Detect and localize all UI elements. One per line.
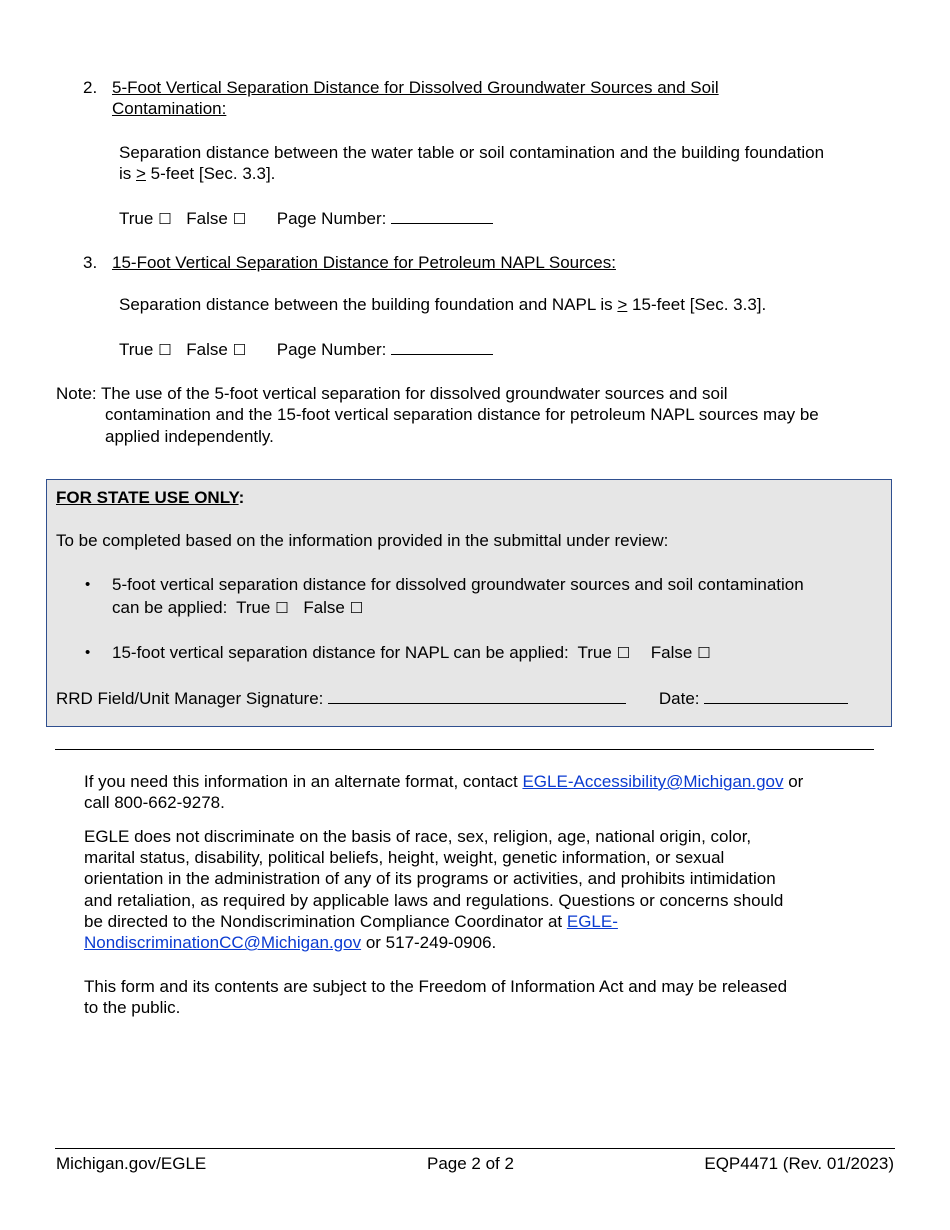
signature-label: RRD Field/Unit Manager Signature: [56,689,324,708]
item3-false-checkbox[interactable]: ☐ [232,341,247,359]
alt-format-line2: call 800-662-9278. [84,793,225,812]
greater-equal-symbol: > [136,164,146,183]
item2-true-checkbox[interactable]: ☐ [158,210,172,228]
footer-website: Michigan.gov/EGLE [56,1154,207,1173]
page-number-label: Page Number: [276,340,387,359]
section-divider [55,749,874,750]
greater-equal-symbol: > [617,295,628,314]
item2-number: 2. [83,78,98,97]
nondiscrimination-email-link[interactable]: NondiscriminationCC@Michigan.gov [84,933,362,952]
item3-answer-row [119,338,493,361]
nondiscrimination-line2: marital status, disability, political beliefs, height, weight, genetic information, or sexual [84,848,725,867]
nondiscrimination-line6: NondiscriminationCC@Michigan.gov or 517-249-0906. [84,933,497,952]
true-label: True [236,598,271,617]
note-line1: Note: The use of the 5-foot vertical separation for dissolved groundwater sources and soil [56,384,728,403]
state-bullet1-true-checkbox[interactable]: ☐ [275,599,289,617]
item3-heading: 15-Foot Vertical Separation Distance for Petroleum NAPL Sources: [112,253,616,272]
foia-line1: This form and its contents are subject to the Freedom of Information Act and may be released [84,977,788,996]
note-line3: applied independently. [105,427,274,446]
bullet-dot: • [85,576,91,593]
page-number-label: Page Number: [276,209,387,228]
false-label: False [303,598,345,617]
state-bullet1-false-checkbox[interactable]: ☐ [349,599,364,617]
nondiscrimination-line3: orientation in the administration of any of its programs or activities, and prohibits intimidation [84,869,776,888]
note-line2: contamination and the 15-foot vertical separation distance for petroleum NAPL sources may be [105,405,819,424]
true-label: True [119,340,154,359]
footer-page-number: Page 2 of 2 [427,1154,514,1173]
foia-line2: to the public. [84,998,181,1017]
state-bullet2: 15-foot vertical separation distance for NAPL can be applied: True ☐ False ☐ [112,643,711,662]
item2-body-line2: is > 5-feet [Sec. 3.3]. [119,164,276,183]
alt-format-line1: If you need this information in an alternate format, contact EGLE-Accessibility@Michigan.gov or [84,772,804,791]
state-bullet1-line2: can be applied: True ☐ False ☐ [112,598,364,617]
true-label: True [119,209,154,228]
false-label: False [186,340,228,359]
nondiscrimination-line4: and retaliation, as required by applicable laws and regulations. Questions or concerns should [84,891,784,910]
signature-field[interactable] [328,687,626,704]
nondiscrimination-line1: EGLE does not discriminate on the basis of race, sex, religion, age, national origin, color, [84,827,752,846]
accessibility-email-link[interactable]: EGLE-Accessibility@Michigan.gov [522,772,784,791]
item2-heading-line1: 5-Foot Vertical Separation Distance for Dissolved Groundwater Sources and Soil [112,78,719,97]
item2-false-checkbox[interactable]: ☐ [232,210,247,228]
item3-page-number-field[interactable] [391,338,493,355]
false-label: False [186,209,228,228]
state-bullet2-false-checkbox[interactable]: ☐ [697,644,711,662]
date-field[interactable] [704,687,848,704]
footer-form-id: EQP4471 (Rev. 01/2023) [704,1154,894,1173]
date-label: Date: [658,689,700,708]
false-label: False [650,643,693,662]
state-use-title: FOR STATE USE ONLY: [56,488,245,507]
nondiscrimination-line5: be directed to the Nondiscrimination Compliance Coordinator at EGLE- [84,912,618,931]
item3-body: Separation distance between the building foundation and NAPL is > 15-feet [Sec. 3.3]. [119,295,767,314]
item2-heading-line2: Contamination: [112,99,227,118]
signature-row [56,687,848,709]
true-label: True [577,643,612,662]
state-bullet1-line1: 5-foot vertical separation distance for dissolved groundwater sources and soil contamination [112,575,804,594]
item3-true-checkbox[interactable]: ☐ [158,341,172,359]
item2-page-number-field[interactable] [391,207,493,224]
nondiscrimination-email-link[interactable]: EGLE- [566,912,618,931]
bullet-dot: • [85,644,91,661]
item2-body-line1: Separation distance between the water table or soil contamination and the building foundation [119,143,825,162]
state-bullet2-true-checkbox[interactable]: ☐ [616,644,631,662]
item2-answer-row [119,207,493,230]
state-use-intro: To be completed based on the information provided in the submittal under review: [56,531,669,550]
item3-number: 3. [83,253,98,272]
footer-divider [55,1148,895,1149]
